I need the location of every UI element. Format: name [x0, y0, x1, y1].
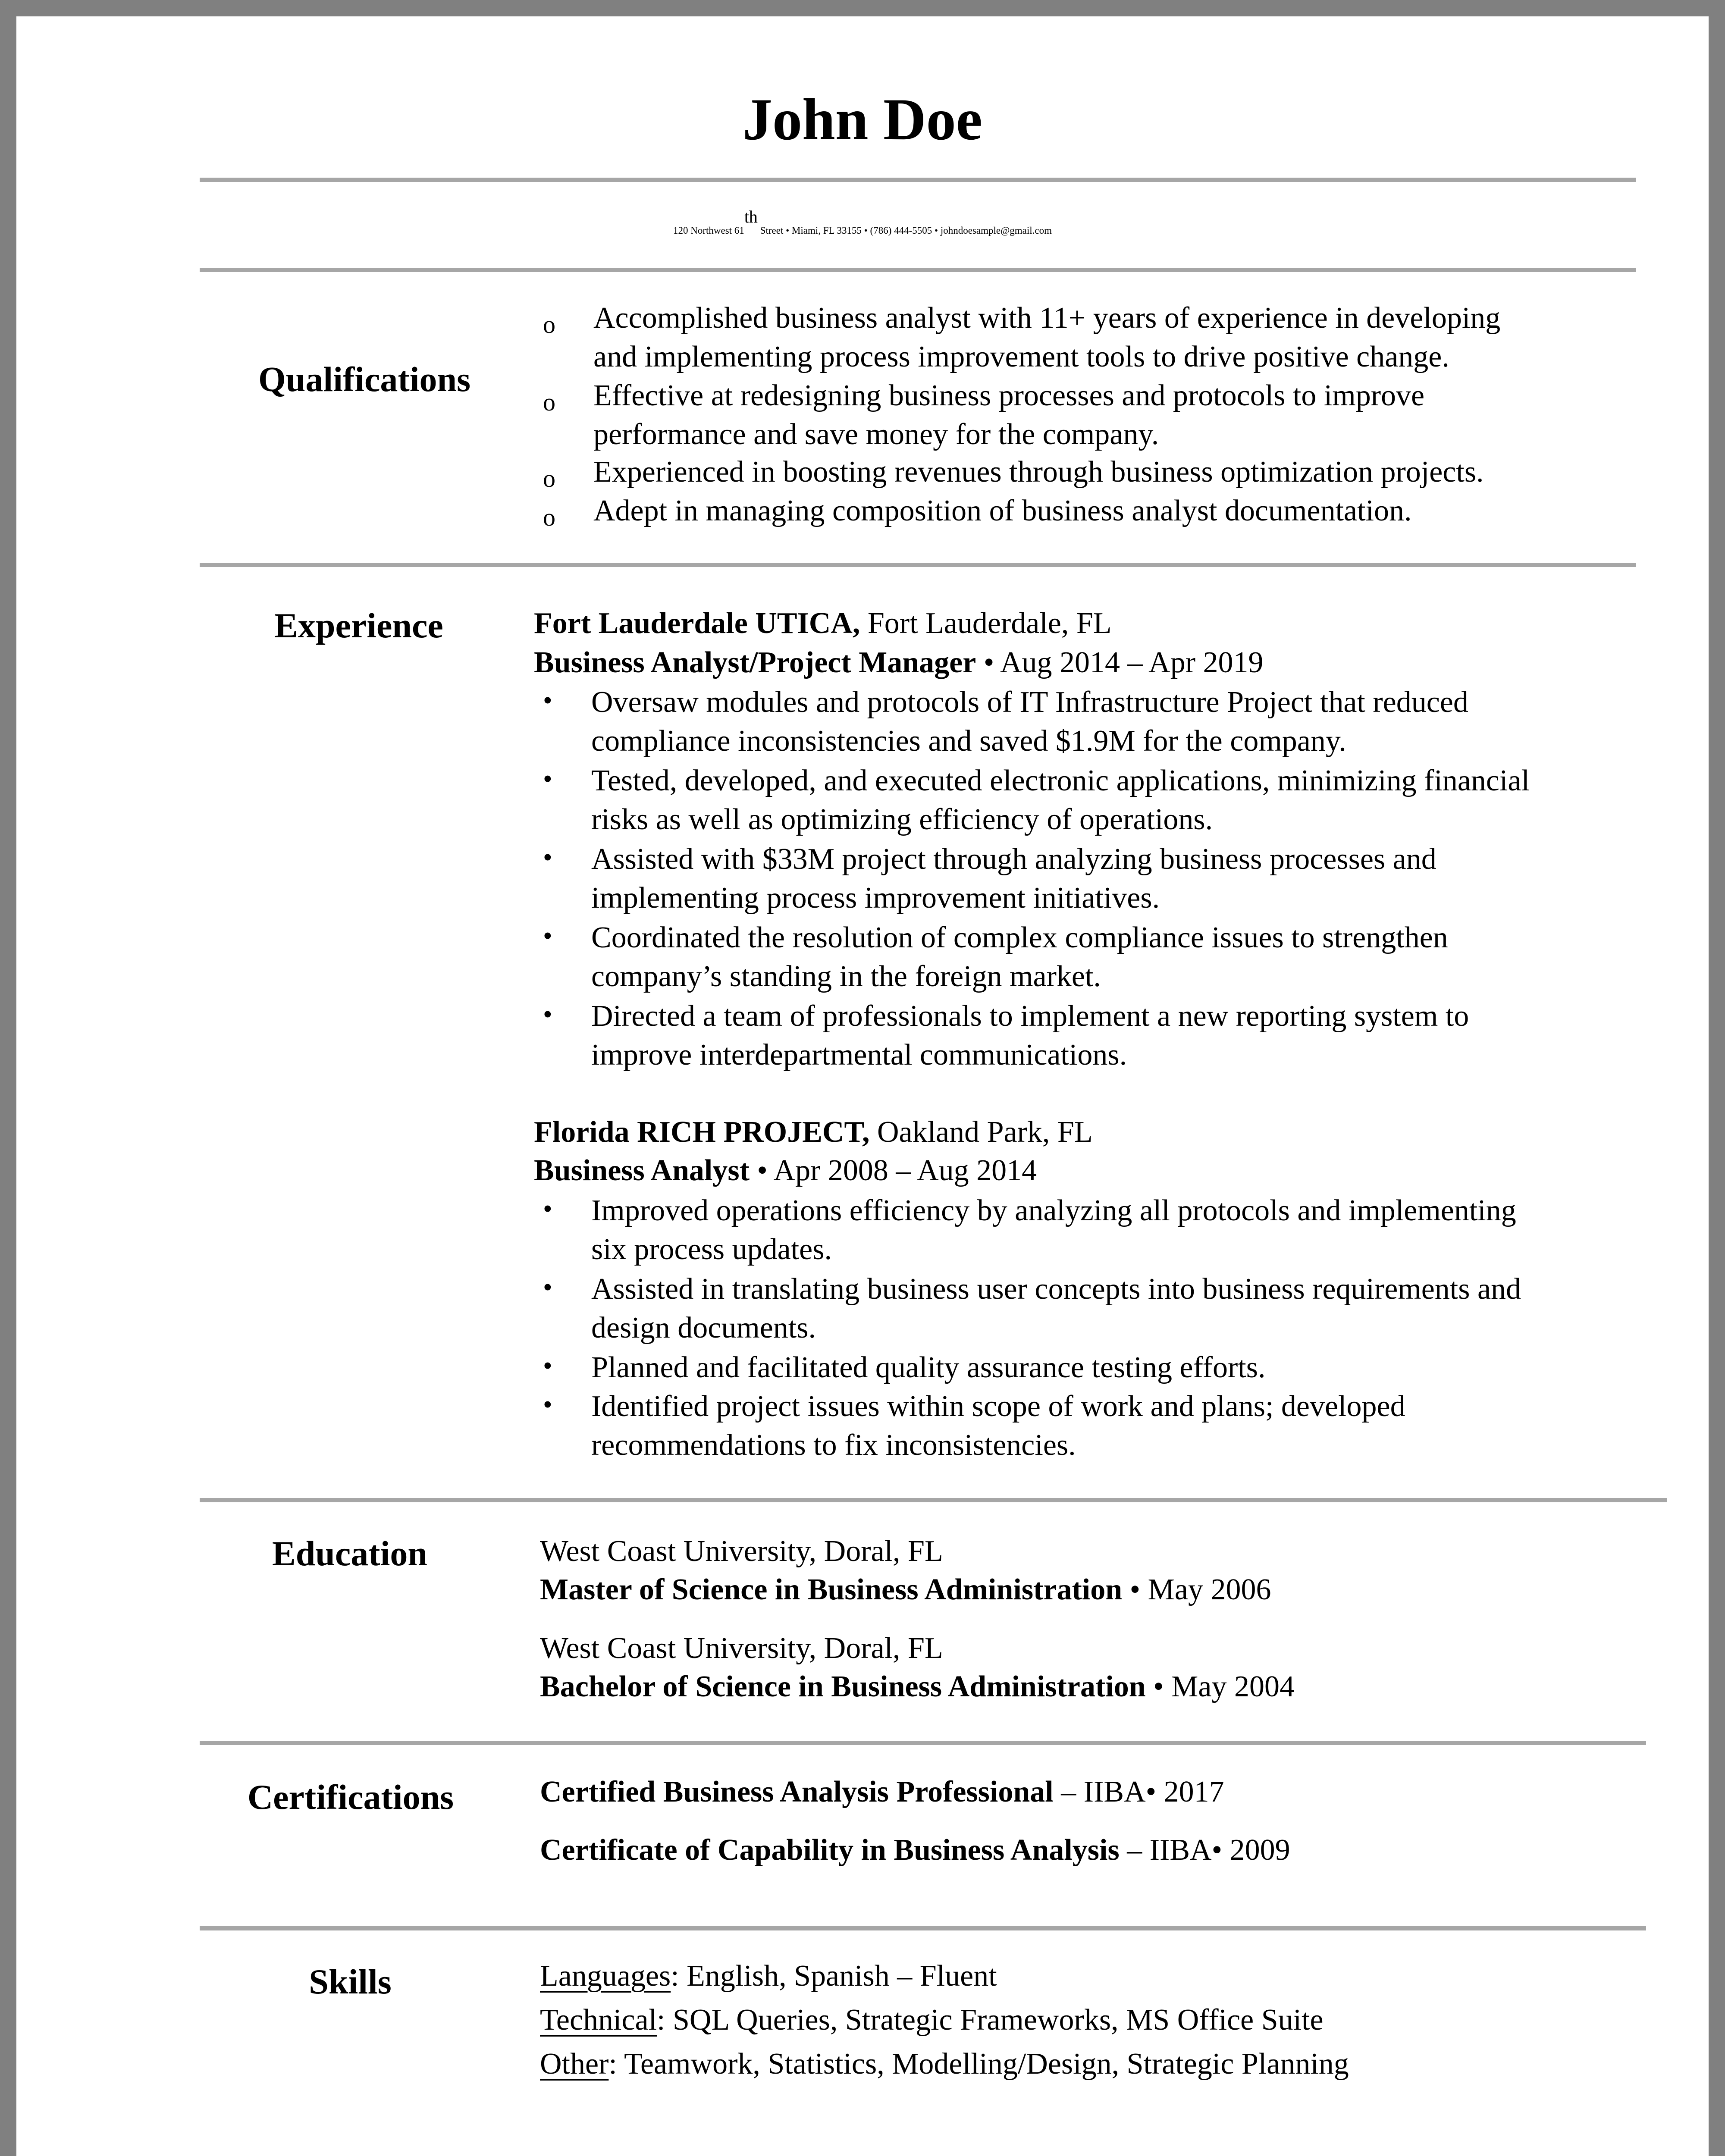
skills-line [540, 2049, 1349, 2079]
job-dates: • Aug 2014 – Apr 2019 [976, 646, 1264, 679]
job-bullet-cont: design documents. [591, 1311, 816, 1344]
job-location: Oakland Park, FL [869, 1116, 1093, 1149]
job-bullet: Directed a team of professionals to implement a new reporting system to [591, 1000, 1469, 1033]
contact-email: johndoesample@gmail.com [940, 225, 1052, 236]
skills-value: : English, Spanish – Fluent [671, 1959, 997, 1993]
qualification-item: Effective at redesigning business processes and protocols to improve [593, 379, 1425, 412]
education-school: West Coast University, Doral, FL [540, 1535, 943, 1568]
section-heading-education: Education [272, 1534, 427, 1573]
education-school: West Coast University, Doral, FL [540, 1632, 943, 1665]
skills-line [540, 2005, 1324, 2035]
qualification-item: Adept in managing composition of business analyst documentation. [593, 494, 1412, 527]
list-bullet: • [543, 686, 552, 715]
job-bullet: Identified project issues within scope of work and plans; developed [591, 1390, 1405, 1423]
skills-line [540, 1961, 997, 1991]
job-company-line [534, 1117, 1093, 1147]
certification-detail: – IIBA• 2009 [1119, 1833, 1290, 1867]
skills-label: Other [540, 2047, 609, 2081]
list-bullet: o [543, 388, 555, 416]
job-bullet-cont: compliance inconsistencies and saved $1.9M for the company. [591, 724, 1346, 758]
job-bullet: Assisted with $33M project through analyzing business processes and [591, 843, 1436, 876]
list-bullet: • [543, 765, 552, 794]
certification-item [540, 1835, 1290, 1865]
qualification-item: Experienced in boosting revenues through business optimization projects. [593, 455, 1484, 489]
job-title: Business Analyst/Project Manager [534, 646, 976, 679]
certification-name: Certified Business Analysis Professional [540, 1775, 1054, 1808]
job-dates: • Apr 2008 – Aug 2014 [749, 1154, 1037, 1187]
divider [200, 1498, 1667, 1502]
divider [200, 563, 1636, 567]
job-bullet: Assisted in translating business user concepts into business requirements and [591, 1272, 1521, 1306]
list-bullet: o [543, 310, 555, 338]
list-bullet: • [543, 1194, 552, 1224]
job-bullet-cont: six process updates. [591, 1233, 832, 1266]
job-company: Fort Lauderdale UTICA, [534, 607, 860, 640]
divider [200, 268, 1636, 272]
list-bullet: • [543, 1273, 552, 1302]
list-bullet: • [543, 1390, 552, 1420]
job-bullet: Coordinated the resolution of complex compliance issues to strengthen [591, 921, 1448, 954]
divider [200, 1926, 1646, 1930]
job-title-line [534, 1156, 1037, 1186]
job-company: Florida RICH PROJECT, [534, 1116, 870, 1149]
job-bullet-cont: implementing process improvement initiatives. [591, 881, 1160, 915]
job-bullet-cont: company’s standing in the foreign market. [591, 960, 1101, 993]
job-company-line [534, 608, 1112, 639]
contact-street: 120 Northwest 61th Street [673, 207, 784, 236]
contact-line: 120 Northwest 61th Street • Miami, FL 33155 • (786) 444-5505 • johndoesample@gmail.com [673, 207, 1052, 236]
contact-city: Miami, FL 33155 [791, 225, 862, 236]
section-heading-qualifications: Qualifications [258, 360, 471, 399]
job-bullet-cont: improve interdepartmental communications. [591, 1038, 1127, 1072]
job-bullet-cont: risks as well as optimizing efficiency of operations. [591, 803, 1213, 836]
qualification-item-cont: performance and save money for the company. [593, 418, 1159, 451]
list-bullet: • [543, 921, 552, 951]
skills-value: : Teamwork, Statistics, Modelling/Design, Strategic Planning [608, 2047, 1349, 2081]
job-bullet: Planned and facilitated quality assurance testing efforts. [591, 1351, 1266, 1384]
education-date: • May 2006 [1122, 1573, 1271, 1606]
name-title: John Doe [743, 86, 982, 152]
resume-page [16, 16, 1709, 2156]
job-bullet: Tested, developed, and executed electronic applications, minimizing financial [591, 764, 1530, 797]
education-degree: Bachelor of Science in Business Administration [540, 1670, 1146, 1703]
education-degree-line [540, 1672, 1295, 1702]
job-title: Business Analyst [534, 1154, 750, 1187]
list-bullet: o [543, 503, 555, 531]
qualification-item-cont: and implementing process improvement tools to drive positive change. [593, 340, 1449, 373]
certification-item [540, 1777, 1224, 1807]
job-location: Fort Lauderdale, FL [860, 607, 1112, 640]
certification-name: Certificate of Capability in Business Analysis [540, 1833, 1120, 1867]
divider [200, 178, 1636, 182]
skills-label: Languages [540, 1959, 671, 1993]
list-bullet: • [543, 843, 552, 872]
list-bullet: o [543, 464, 555, 492]
job-bullet: Improved operations efficiency by analyzing all protocols and implementing [591, 1194, 1516, 1227]
section-heading-experience: Experience [274, 606, 443, 645]
contact-phone: (786) 444-5505 [870, 225, 932, 236]
education-degree-line [540, 1575, 1271, 1605]
list-bullet: • [543, 1000, 552, 1029]
section-heading-certifications: Certifications [247, 1777, 454, 1817]
skills-value: : SQL Queries, Strategic Frameworks, MS Office Suite [657, 2003, 1324, 2037]
qualification-item: Accomplished business analyst with 11+ years of experience in developing [593, 301, 1501, 335]
job-title-line [534, 648, 1264, 678]
section-heading-skills: Skills [309, 1962, 392, 2001]
certification-detail: – IIBA• 2017 [1053, 1775, 1224, 1808]
education-degree: Master of Science in Business Administration [540, 1573, 1123, 1606]
education-date: • May 2004 [1145, 1670, 1295, 1703]
list-bullet: • [543, 1351, 552, 1381]
skills-label: Technical [540, 2003, 657, 2037]
job-bullet: Oversaw modules and protocols of IT Infrastructure Project that reduced [591, 686, 1468, 719]
job-bullet-cont: recommendations to fix inconsistencies. [591, 1429, 1076, 1462]
divider [200, 1741, 1646, 1745]
